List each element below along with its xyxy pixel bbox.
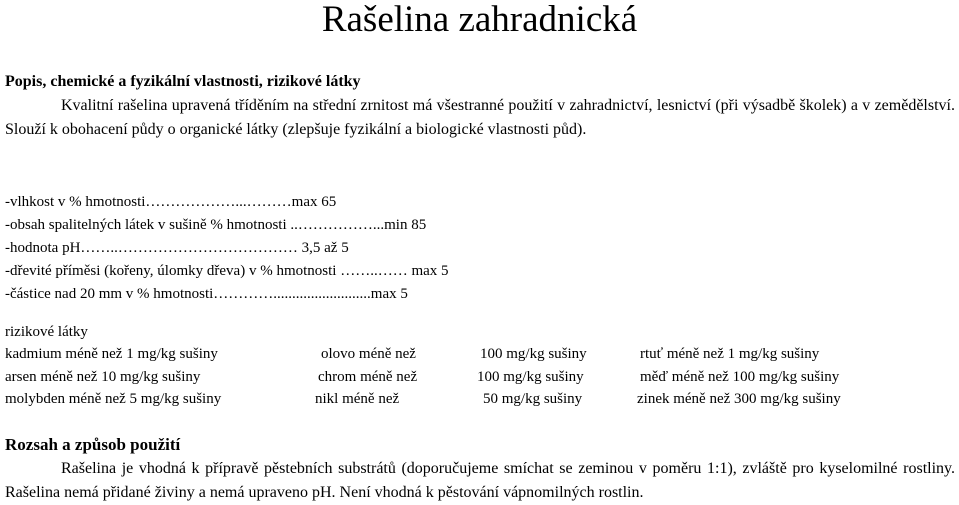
risk-cell: arsen méně než 10 mg/kg sušiny	[5, 369, 201, 385]
property-ph: -hodnota pH……..……………………………… 3,5 až 5	[5, 240, 349, 256]
risk-cell: zinek méně než 300 mg/kg sušiny	[637, 391, 841, 407]
usage-text: Rašelina je vhodná k přípravě pěstebních substrátů (doporučujeme smíchat se zeminou v poměru 1:1), zvláště pro kyselomilné rostliny. Rašelina nemá přidané živiny a nemá upraveno pH. Není vhodná k pěstování vápnomilných rostlin.	[5, 460, 955, 501]
risk-cell: chrom méně než	[318, 369, 418, 385]
risk-cell: olovo méně než	[321, 346, 416, 362]
risk-cell: rtuť méně než 1 mg/kg sušiny	[640, 346, 820, 362]
property-wood-admixture: -dřevité příměsi (kořeny, úlomky dřeva) v % hmotnosti ……..…… max 5	[5, 263, 449, 279]
page-title: Rašelina zahradnická	[321, 0, 638, 40]
section-heading-description: Popis, chemické a fyzikální vlastnosti, rizikové látky	[5, 73, 361, 90]
property-moisture: -vlhkost v % hmotnosti………………...………max 65	[5, 194, 337, 210]
property-particles: -částice nad 20 mm v % hmotnosti…………..........................max 5	[5, 286, 408, 302]
risk-cell: 100 mg/kg sušiny	[480, 346, 587, 362]
risk-cell: nikl méně než	[315, 391, 400, 407]
property-combustible: -obsah spalitelných látek v sušině % hmotnosti ..……………...min 85	[5, 217, 427, 233]
description-text: Kvalitní rašelina upravená tříděním na střední zrnitost má všestranné použití v zahradnictví, lesnictví (při výsadbě školek) a v zemědělství. Slouží k obohacení půdy o organické látky (zlepšuje fyzikální a biologické vlastnosti půd).	[5, 97, 955, 138]
risk-cell: měď méně než 100 mg/kg sušiny	[640, 369, 840, 385]
usage-paragraph	[5, 457, 955, 505]
section-heading-usage: Rozsah a způsob použití	[5, 435, 181, 454]
risk-cell: 100 mg/kg sušiny	[477, 369, 584, 385]
risk-substances-label: rizikové látky	[5, 324, 88, 340]
risk-cell: 50 mg/kg sušiny	[483, 391, 583, 407]
risk-cell: kadmium méně než 1 mg/kg sušiny	[5, 346, 218, 362]
description-paragraph	[5, 94, 955, 142]
risk-cell: molybden méně než 5 mg/kg sušiny	[5, 391, 222, 407]
